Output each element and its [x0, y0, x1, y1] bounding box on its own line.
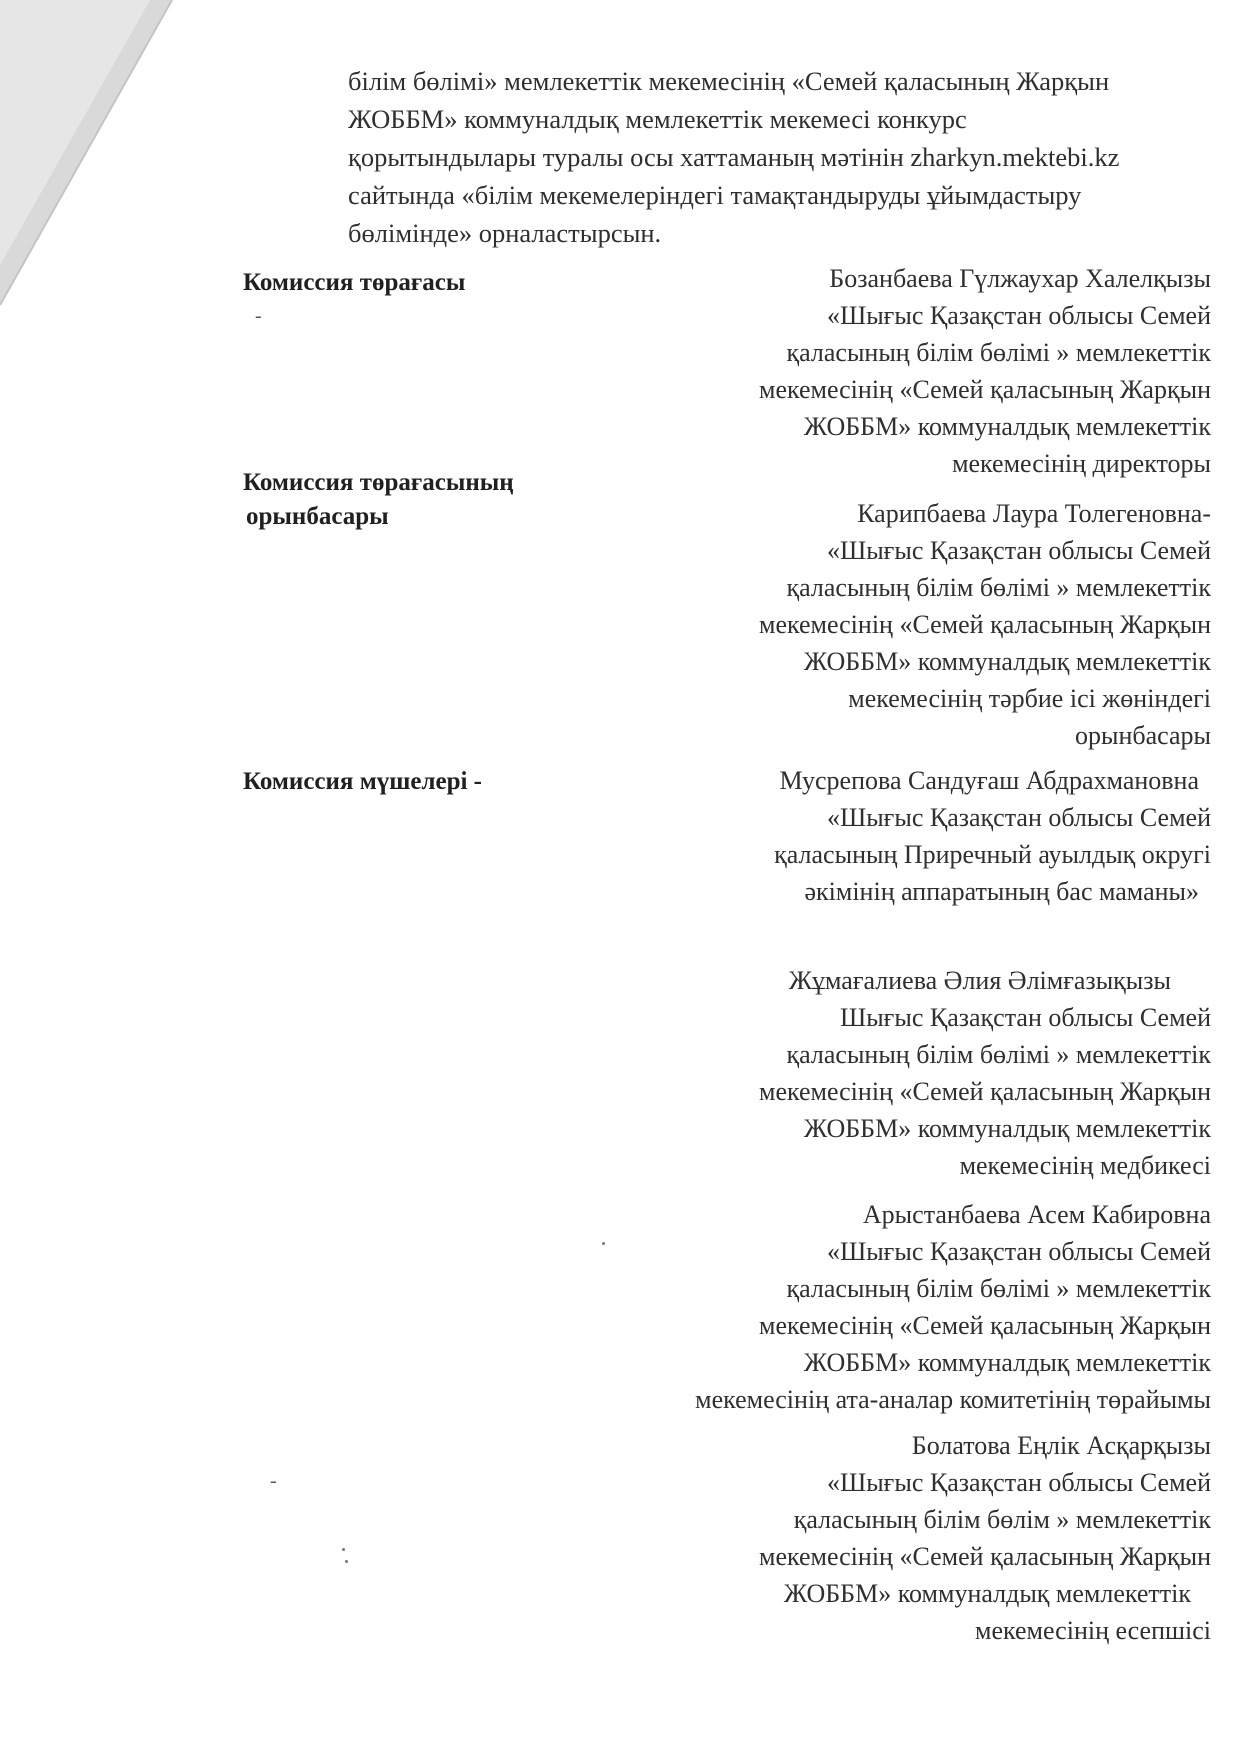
scan-speck — [345, 1560, 348, 1563]
chair-signatory — [759, 260, 1211, 482]
member-signatory — [695, 1196, 1211, 1418]
scan-speck — [342, 1548, 345, 1551]
deputy-name: Карипбаева Лаура Толегеновна- — [857, 499, 1211, 528]
deputy-line: «Шығыс Қазақстан облысы Семей — [826, 536, 1211, 565]
member-signatory — [759, 962, 1211, 1184]
member-line: «Шығыс Қазақстан облысы Семей — [826, 1237, 1211, 1266]
chair-line: мекемесінің директоры — [952, 449, 1211, 478]
member-line: қаласының Приречный ауылдық округі — [774, 840, 1211, 869]
member-name: Мусрепова Сандуғаш Абдрахмановна — [779, 766, 1199, 795]
member-line: қаласының білім бөлім » мемлекеттік — [793, 1505, 1211, 1534]
role-members: Комиссия мүшелері - — [243, 768, 482, 795]
member-line: «Шығыс Қазақстан облысы Семей — [826, 1468, 1211, 1497]
member-line: мекемесінің медбикесі — [959, 1151, 1211, 1180]
role-deputy-line: орынбасары — [246, 503, 389, 530]
member-name: Болатова Еңлік Асқарқызы — [911, 1431, 1211, 1460]
member-line: қаласының білім бөлімі » мемлекеттік — [786, 1040, 1211, 1069]
member-name: Жұмағалиева Әлия Әлімғазықызы — [788, 966, 1171, 995]
intro-line: ЖОББМ» коммуналдық мемлекеттік мекемесі конкурс — [348, 104, 967, 134]
intro-line: сайтында «білім мекемелеріндегі тамақтандыруды ұйымдастыру — [348, 180, 1082, 210]
member-line: мекемесінің «Семей қаласының Жарқын — [758, 1542, 1211, 1571]
chair-dash: - — [255, 305, 262, 327]
chair-name: Бозанбаева Гүлжаухар Халелқызы — [829, 264, 1211, 293]
chair-line: «Шығыс Қазақстан облысы Семей — [826, 301, 1211, 330]
deputy-line: ЖОББМ» коммуналдық мемлекеттік — [803, 647, 1211, 676]
member-line: мекемесінің есепшісі — [975, 1616, 1211, 1645]
member-line: Шығыс Қазақстан облысы Семей — [839, 1003, 1211, 1032]
deputy-line: мекемесінің тәрбие ісі жөніндегі — [848, 684, 1211, 713]
deputy-line: мекемесінің «Семей қаласының Жарқын — [758, 610, 1211, 639]
role-deputy — [243, 466, 514, 534]
deputy-line: қаласының білім бөлімі » мемлекеттік — [786, 573, 1211, 602]
member-line: ЖОББМ» коммуналдық мемлекеттік — [783, 1579, 1191, 1608]
role-chair: Комиссия төрағасы — [243, 269, 466, 296]
member-line: ЖОББМ» коммуналдық мемлекеттік — [803, 1114, 1211, 1143]
chair-line: ЖОББМ» коммуналдық мемлекеттік — [803, 412, 1211, 441]
member-dash: - — [270, 1470, 277, 1492]
chair-line: мекемесінің «Семей қаласының Жарқын — [758, 375, 1211, 404]
role-deputy-line: Комиссия төрағасының — [243, 469, 514, 496]
member-line: мекемесінің «Семей қаласының Жарқын — [758, 1077, 1211, 1106]
scan-speck — [602, 1242, 605, 1245]
intro-line: қорытындылары туралы осы хаттаманың мәтінін zharkyn.mektebi.kz — [348, 142, 1120, 172]
member-line: қаласының білім бөлімі » мемлекеттік — [786, 1274, 1211, 1303]
member-line: «Шығыс Қазақстан облысы Семей — [826, 803, 1211, 832]
folded-corner — [0, 0, 180, 320]
member-line: мекемесінің ата-аналар комитетінің төрайымы — [695, 1385, 1211, 1414]
intro-paragraph — [348, 62, 1218, 252]
intro-line: білім бөлімі» мемлекеттік мекемесінің «Семей қаласының Жарқын — [348, 66, 1110, 96]
member-line: ЖОББМ» коммуналдық мемлекеттік — [803, 1348, 1211, 1377]
deputy-signatory — [759, 495, 1211, 754]
member-signatory — [759, 1427, 1211, 1649]
member-signatory — [774, 762, 1211, 910]
member-line: мекемесінің «Семей қаласының Жарқын — [758, 1311, 1211, 1340]
deputy-line: орынбасары — [1074, 721, 1211, 750]
intro-line: бөлімінде» орналастырсын. — [348, 218, 662, 248]
member-line: әкімінің аппаратының бас маманы» — [804, 877, 1199, 906]
chair-line: қаласының білім бөлімі » мемлекеттік — [786, 338, 1211, 367]
member-name: Арыстанбаева Асем Кабировна — [862, 1200, 1211, 1229]
